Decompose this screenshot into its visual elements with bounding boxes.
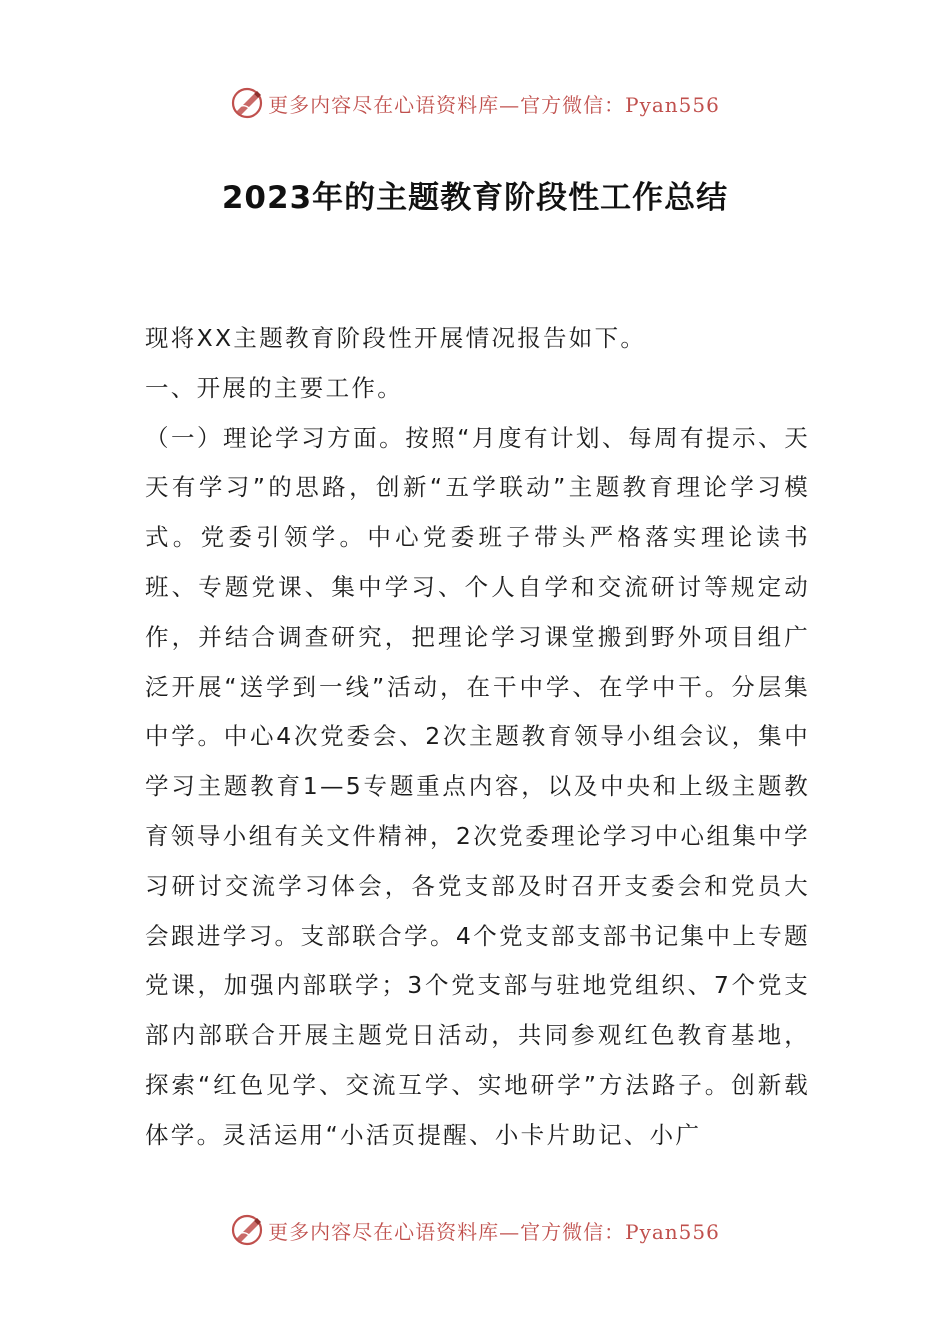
section-heading: 一、开展的主要工作。 bbox=[145, 373, 403, 402]
document-title: 2023年的主题教育阶段性工作总结 bbox=[221, 180, 729, 216]
header-watermark-text: 更多内容尽在心语资料库—官方微信：Pyan556 bbox=[268, 92, 720, 117]
pen-circle-logo-icon bbox=[230, 86, 264, 120]
pen-circle-logo-icon bbox=[230, 1213, 264, 1247]
body-paragraph: （一）理论学习方面。按照“月度有计划、每周有提示、天天有学习”的思路，创新“五学联动”主题教育理论学习模式。党委引领学。中心党委班子带头严格落实理论读书班、专题党课、集中学习、个人自学和交流研讨等规定动作，并结合调查研究，把理论学习课堂搬到野外项目组广泛开展“送学到一线”活动，在干中学、在学中干。分层集中学。中心4次党委会、2次主题教育领导小组会议，集中学习主题教育1—5专题重点内容，以及中央和上级主题教育领导小组有关文件精神，2次党委理论学习中心组集中学习研讨交流学习体会，各党支部及时召开支委会和党员大会跟进学习。支部联合学。4个党支部支部书记集中上专题党课，加强内部联学；3个党支部与驻地党组织、7个党支部内部联合开展主题党日活动，共同参观红色教育基地，探索“红色见学、交流互学、实地研学”方法路子。创新载体学。灵活运用“小活页提醒、小卡片助记、小广 bbox=[145, 423, 810, 1149]
footer-watermark-banner bbox=[0, 1210, 950, 1250]
footer-watermark-text: 更多内容尽在心语资料库—官方微信：Pyan556 bbox=[268, 1219, 720, 1244]
header-watermark-banner bbox=[0, 83, 950, 123]
document-body bbox=[145, 314, 810, 1161]
intro-paragraph: 现将XX主题教育阶段性开展情况报告如下。 bbox=[145, 324, 647, 352]
